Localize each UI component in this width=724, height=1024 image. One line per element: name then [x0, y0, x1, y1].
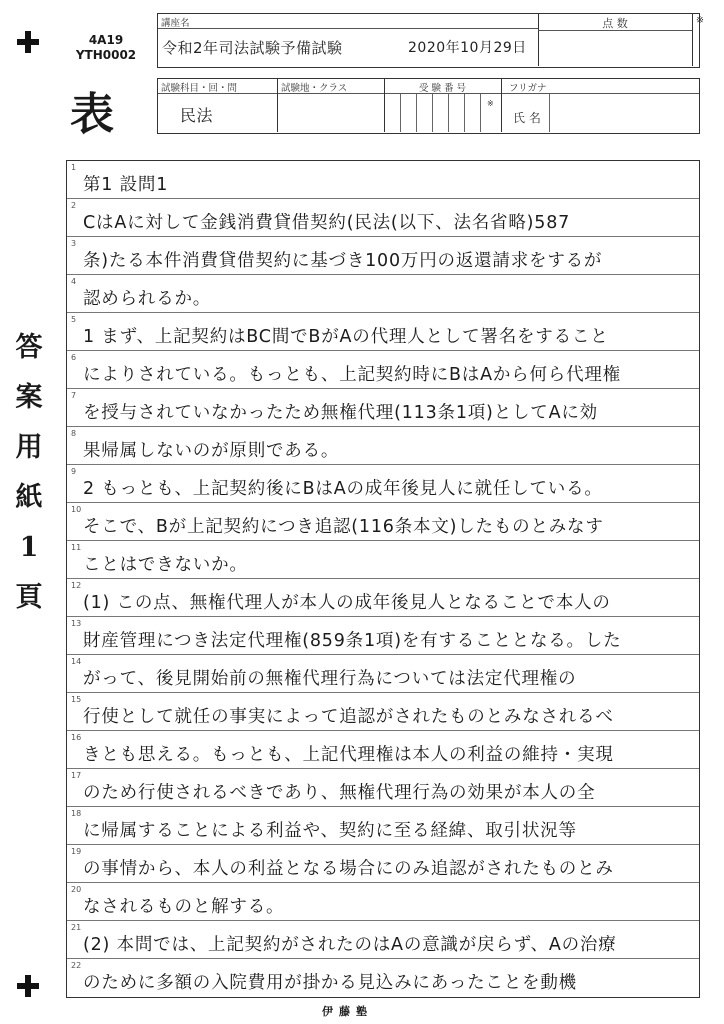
- line-number: 12: [71, 581, 82, 590]
- answer-line[interactable]: [67, 579, 699, 617]
- line-text: の事情から、本人の利益となる場合にのみ追認がされたものとみ: [83, 859, 614, 879]
- score-label: 点 数: [602, 17, 628, 30]
- answer-line[interactable]: [67, 313, 699, 351]
- sheet-code-line: 4A19: [88, 33, 124, 47]
- line-text: CはAに対して金銭消費貸借契約(民法(以下、法名省略)587: [83, 213, 571, 233]
- line-text: (2) 本問では、上記契約がされたのはAの意識が戻らず、Aの治療: [83, 935, 617, 955]
- course-cell: [158, 14, 539, 66]
- name-label: 氏 名: [513, 111, 541, 125]
- registration-mark-top: [17, 31, 39, 53]
- line-number: 8: [71, 429, 77, 438]
- line-text: に帰属することによる利益や、契約に至る経緯、取引状況等: [83, 821, 577, 841]
- answer-line[interactable]: [67, 655, 699, 693]
- subject-value[interactable]: 民法: [180, 106, 214, 125]
- line-number: 17: [71, 771, 82, 780]
- line-text: のため行使されるべきであり、無権代理行為の効果が本人の全: [83, 783, 596, 803]
- registration-mark-bottom: [17, 975, 39, 997]
- line-text: 財産管理につき法定代理権(859条1項)を有することとなる。した: [83, 631, 622, 651]
- vertical-title-char: 1: [19, 532, 39, 563]
- line-text: そこで、Bが上記契約につき追認(116条本文)したものとみなす: [83, 517, 604, 537]
- line-text: 果帰属しないのが原則である。: [83, 441, 340, 461]
- location-label: 試験地・クラス: [281, 83, 348, 94]
- line-number: 20: [71, 885, 82, 894]
- vertical-title-char: 紙: [15, 482, 43, 513]
- score-mark: ※: [696, 15, 704, 26]
- line-number: 6: [71, 353, 77, 362]
- exam-number-label: 受 験 番 号: [418, 83, 467, 94]
- answer-line[interactable]: [67, 731, 699, 769]
- line-number: 2: [71, 201, 77, 210]
- answer-line[interactable]: [67, 883, 699, 921]
- answer-line[interactable]: [67, 161, 699, 199]
- line-number: 10: [71, 505, 82, 514]
- answer-line[interactable]: [67, 693, 699, 731]
- line-number: 11: [71, 543, 82, 552]
- sheet-code: [66, 33, 146, 63]
- answer-line[interactable]: [67, 465, 699, 503]
- line-text: (1) この点、無権代理人が本人の成年後見人となることで本人の: [83, 593, 611, 613]
- line-number: 14: [71, 657, 82, 666]
- vertical-title-char: 頁: [15, 582, 43, 613]
- subject-cell: [158, 79, 278, 132]
- answer-line[interactable]: [67, 617, 699, 655]
- answer-line[interactable]: [67, 275, 699, 313]
- line-text: 第1 設問1: [83, 175, 169, 195]
- answer-line[interactable]: [67, 237, 699, 275]
- line-text: を授与されていなかったため無権代理(113条1項)としてAに効: [83, 403, 598, 423]
- answer-line[interactable]: [67, 351, 699, 389]
- line-text: きとも思える。もっとも、上記代理権は本人の利益の維持・実現: [83, 745, 614, 765]
- line-number: 3: [71, 239, 77, 248]
- line-number: 5: [71, 315, 77, 324]
- line-number: 9: [71, 467, 77, 476]
- line-text: 条)たる本件消費貸借契約に基づき100万円の返還請求をするが: [83, 251, 603, 271]
- line-number: 21: [71, 923, 82, 932]
- line-number: 1: [71, 163, 77, 172]
- answer-line[interactable]: [67, 427, 699, 465]
- exam-number-cell: [384, 79, 502, 132]
- answer-line[interactable]: [67, 845, 699, 883]
- vertical-title: [9, 323, 49, 623]
- line-number: 7: [71, 391, 77, 400]
- course-label: 講座名: [161, 18, 190, 29]
- line-text: ことはできないか。: [83, 555, 248, 575]
- vertical-title-char: 用: [15, 432, 43, 463]
- answer-line[interactable]: [67, 199, 699, 237]
- line-number: 22: [71, 961, 82, 970]
- answer-line[interactable]: [67, 503, 699, 541]
- score-cell: [538, 14, 693, 66]
- line-number: 4: [71, 277, 77, 286]
- side-mark: 表: [70, 89, 114, 140]
- location-cell: [277, 79, 385, 132]
- line-number: 13: [71, 619, 82, 628]
- course-value[interactable]: 令和2年司法試験予備試験: [162, 39, 343, 57]
- line-text: によりされている。もっとも、上記契約時にBはAから何ら代理権: [83, 365, 621, 385]
- answer-line[interactable]: [67, 959, 699, 996]
- line-number: 16: [71, 733, 82, 742]
- header-top-row: [157, 13, 704, 68]
- line-text: 1 まず、上記契約はBC間でBがAの代理人として署名をすること: [83, 327, 609, 347]
- answer-line[interactable]: [67, 769, 699, 807]
- subject-label: 試験科目・回・問: [161, 83, 238, 94]
- answer-line[interactable]: [67, 389, 699, 427]
- line-number: 15: [71, 695, 82, 704]
- answer-line[interactable]: [67, 807, 699, 845]
- footer-brand: 伊藤塾: [322, 1005, 373, 1018]
- vertical-title-char: 答: [15, 332, 43, 363]
- line-text: 2 もっとも、上記契約後にBはAの成年後見人に就任している。: [83, 479, 603, 499]
- line-text: なされるものと解する。: [83, 897, 285, 917]
- line-number: 19: [71, 847, 82, 856]
- line-number: 18: [71, 809, 82, 818]
- line-text: のために多額の入院費用が掛かる見込みにあったことを動機: [83, 973, 577, 993]
- exam-number-mark: ※: [487, 99, 494, 108]
- answer-line[interactable]: [67, 921, 699, 959]
- line-text: 行使として就任の事実によって追認がされたものとみなされるべ: [83, 707, 614, 727]
- sheet-code-line: YTH0002: [75, 48, 137, 62]
- line-text: 認められるか。: [83, 289, 212, 309]
- furigana-label: フリガナ: [509, 83, 547, 94]
- answer-sheet: [66, 160, 700, 998]
- answer-line[interactable]: [67, 541, 699, 579]
- name-cell: [501, 79, 698, 132]
- line-text: がって、後見開始前の無権代理行為については法定代理権の: [83, 669, 577, 689]
- vertical-title-char: 案: [15, 382, 43, 413]
- header-bottom-row: [157, 78, 700, 134]
- date-value[interactable]: 2020年10月29日: [408, 40, 527, 56]
